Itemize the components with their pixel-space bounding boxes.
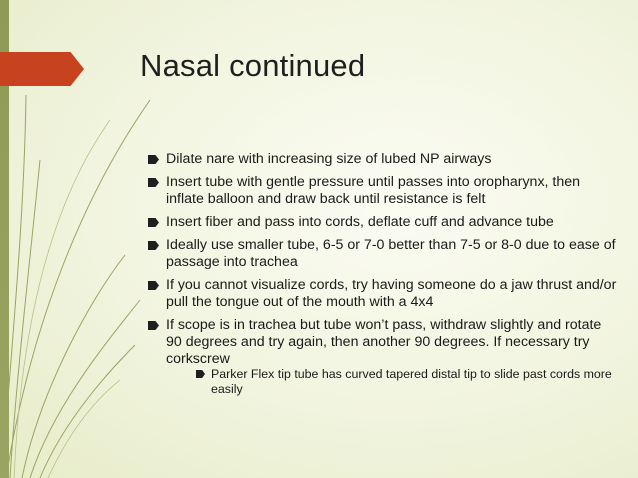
arrow-bullet-icon [148, 321, 159, 330]
arrow-bullet-icon [148, 241, 159, 250]
bullet-item [148, 277, 618, 311]
arrow-bullet-icon [148, 218, 159, 227]
arrow-bullet-icon [148, 281, 159, 290]
arrow-bullet-icon [148, 178, 159, 187]
title-accent-tab [0, 52, 84, 86]
bullet-text: If scope is in trachea but tube won’t pass, withdraw slightly and rotate 90 degrees and try again, then another 90 degrees. If necessary try corkscrew [166, 317, 602, 367]
arrow-bullet-icon [196, 370, 205, 378]
bullet-text: Insert tube with gentle pressure until passes into oropharynx, then inflate balloon and draw back until resistance is felt [166, 174, 581, 207]
bullet-item [148, 214, 618, 231]
bullet-item [148, 317, 618, 397]
bullet-item [148, 151, 618, 168]
arrow-bullet-icon [148, 155, 159, 164]
bullet-item [148, 174, 618, 208]
bullet-item [148, 237, 618, 271]
bullet-text: If you cannot visualize cords, try having someone do a jaw thrust and/or pull the tongue out of the mouth with a 4x4 [166, 277, 617, 310]
bullet-text: Ideally use smaller tube, 6-5 or 7-0 better than 7-5 or 8-0 due to ease of passage into trachea [166, 237, 616, 270]
sub-bullet-text: Parker Flex tip tube has curved tapered distal tip to slide past cords more easily [211, 367, 612, 396]
slide-title: Nasal continued [140, 48, 366, 83]
bullet-text: Dilate nare with increasing size of lubed NP airways [166, 151, 492, 167]
bullet-list [148, 151, 618, 403]
sub-bullet-item [196, 367, 618, 397]
bullet-text: Insert fiber and pass into cords, deflate cuff and advance tube [166, 214, 554, 230]
